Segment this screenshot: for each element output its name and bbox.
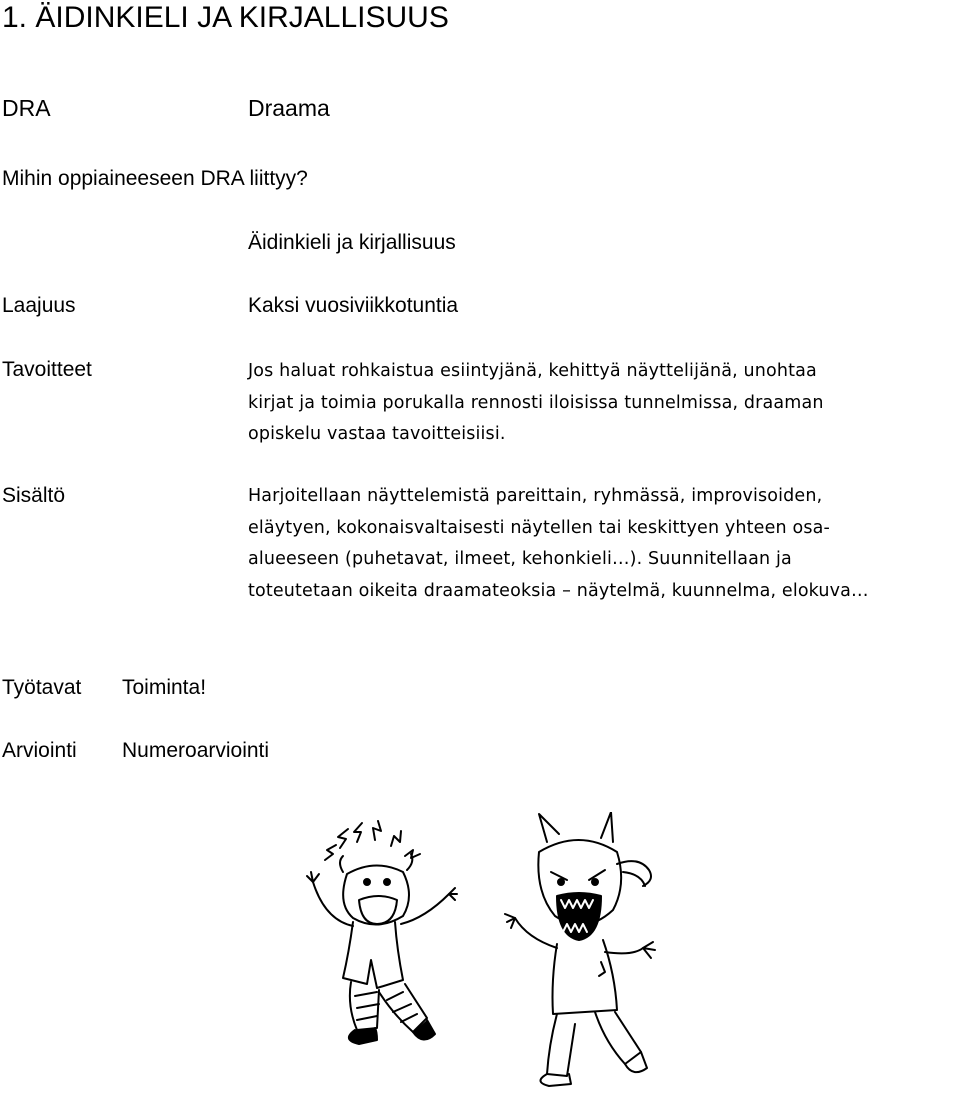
methods-value: Toiminta! — [122, 676, 207, 699]
goals-label: Tavoitteet — [2, 358, 92, 381]
startled-kid-figure — [307, 821, 457, 1044]
goals-line: opiskelu vastaa tavoitteisiisi. — [248, 424, 506, 444]
scope-label: Laajuus — [2, 294, 76, 317]
course-code: DRA — [2, 95, 51, 121]
course-name: Draama — [248, 95, 330, 121]
goals-line: kirjat ja toimia porukalla rennosti iloisissa tunnelmissa, draaman — [248, 392, 824, 413]
assessment-label: Arviointi — [2, 739, 77, 762]
cartoon-illustration — [295, 812, 685, 1102]
subject-name: Äidinkieli ja kirjallisuus — [248, 231, 456, 254]
question-text: Mihin oppiaineeseen DRA liittyy? — [2, 167, 308, 190]
assessment-value: Numeroarviointi — [122, 739, 270, 762]
page-title: 1. ÄIDINKIELI JA KIRJALLISUUS — [2, 1, 449, 34]
content-label: Sisältö — [2, 484, 66, 507]
roaring-monster-figure — [505, 812, 655, 1086]
content-text — [248, 481, 869, 607]
scope-value: Kaksi vuosiviikkotuntia — [248, 294, 459, 317]
methods-label: Työtavat — [2, 676, 82, 699]
goals-text — [248, 356, 824, 451]
content-line: eläytyen, kokonaisvaltaisesti näytellen tai keskittyen yhteen osa- — [248, 517, 830, 538]
content-line: alueeseen (puhetavat, ilmeet, kehonkieli…). Suunnitellaan ja — [248, 549, 792, 569]
content-line: Harjoitellaan näyttelemistä pareittain, ryhmässä, improvisoiden, — [248, 486, 823, 506]
content-line: toteutetaan oikeita draamateoksia – näytelmä, kuunnelma, elokuva… — [248, 580, 869, 601]
goals-line: Jos haluat rohkaistua esiintyjänä, kehittyä näyttelijänä, unohtaa — [248, 361, 817, 381]
